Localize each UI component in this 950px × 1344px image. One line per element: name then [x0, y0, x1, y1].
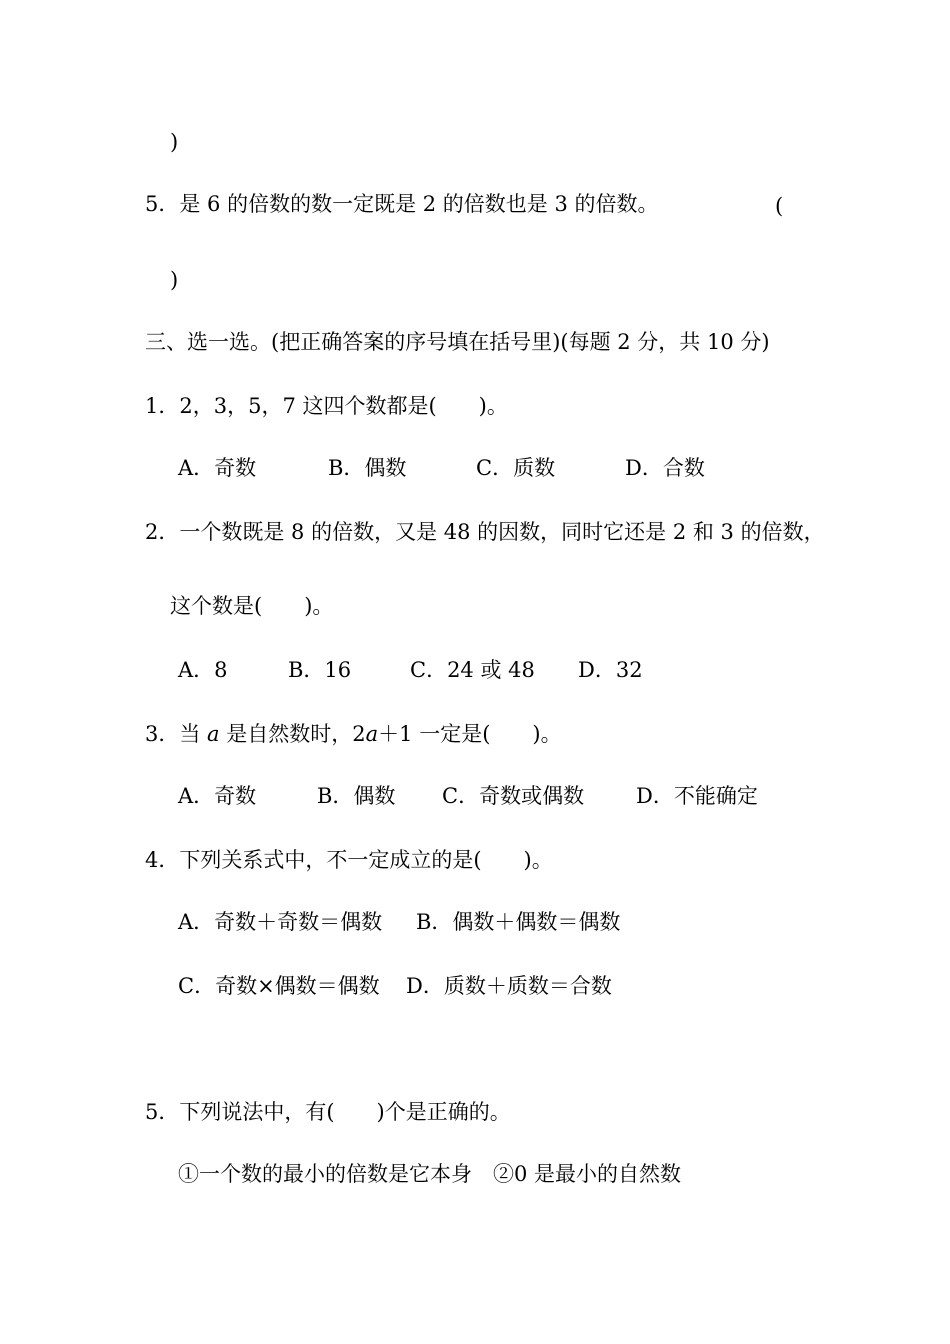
question-4-option-b: B．偶数＋偶数＝偶数 — [416, 910, 621, 934]
question-2-option-b: B．16 — [288, 658, 352, 682]
question-2-option-a: A．8 — [178, 658, 228, 682]
question-2-stem-line-2: 这个数是( )。 — [170, 594, 334, 618]
question-1-option-a: A．奇数 — [178, 456, 257, 480]
question-2-option-d: D．32 — [578, 658, 643, 682]
question-3-stem-suffix: ＋1 一定是( )。 — [378, 722, 562, 746]
question-4-option-d: D．质数＋质数＝合数 — [406, 974, 612, 998]
question-3-stem-prefix: 3．当 — [145, 722, 208, 746]
question-3-option-c: C．奇数或偶数 — [442, 784, 585, 808]
prev-answer-paren-close: ) — [170, 130, 179, 154]
question-1-option-d: D．合数 — [625, 456, 705, 480]
question-5-statements: ①一个数的最小的倍数是它本身 ②0 是最小的自然数 — [178, 1162, 682, 1186]
question-3-variable-2: a — [365, 722, 379, 746]
question-3-variable: a — [207, 722, 220, 746]
judge-question-5-paren-close: ) — [170, 268, 179, 292]
question-2-option-c: C．24 或 48 — [410, 658, 535, 682]
question-3-option-d: D．不能确定 — [636, 784, 758, 808]
question-3-stem — [145, 720, 562, 748]
question-3-stem-middle: 是自然数时，2 — [219, 722, 366, 746]
question-1-option-c: C．质数 — [476, 456, 556, 480]
question-1-stem: 1．2，3，5，7 这四个数都是( )。 — [145, 394, 508, 418]
judge-question-5: 5．是 6 的倍数的数一定既是 2 的倍数也是 3 的倍数。 — [145, 192, 659, 216]
question-3-option-b: B．偶数 — [317, 784, 396, 808]
question-5-stem: 5．下列说法中，有( )个是正确的。 — [145, 1100, 511, 1124]
question-3-option-a: A．奇数 — [178, 784, 257, 808]
question-4-stem: 4．下列关系式中，不一定成立的是( )。 — [145, 848, 553, 872]
question-2-stem-line-1: 2．一个数既是 8 的倍数，又是 48 的因数，同时它还是 2 和 3 的倍数， — [145, 520, 825, 544]
section-3-heading: 三、选一选。(把正确答案的序号填在括号里)(每题 2 分，共 10 分) — [145, 330, 770, 354]
question-4-option-c: C．奇数×偶数＝偶数 — [178, 974, 380, 998]
question-1-option-b: B．偶数 — [328, 456, 407, 480]
question-4-option-a: A．奇数＋奇数＝偶数 — [178, 910, 383, 934]
judge-question-5-paren-open: ( — [775, 194, 784, 218]
